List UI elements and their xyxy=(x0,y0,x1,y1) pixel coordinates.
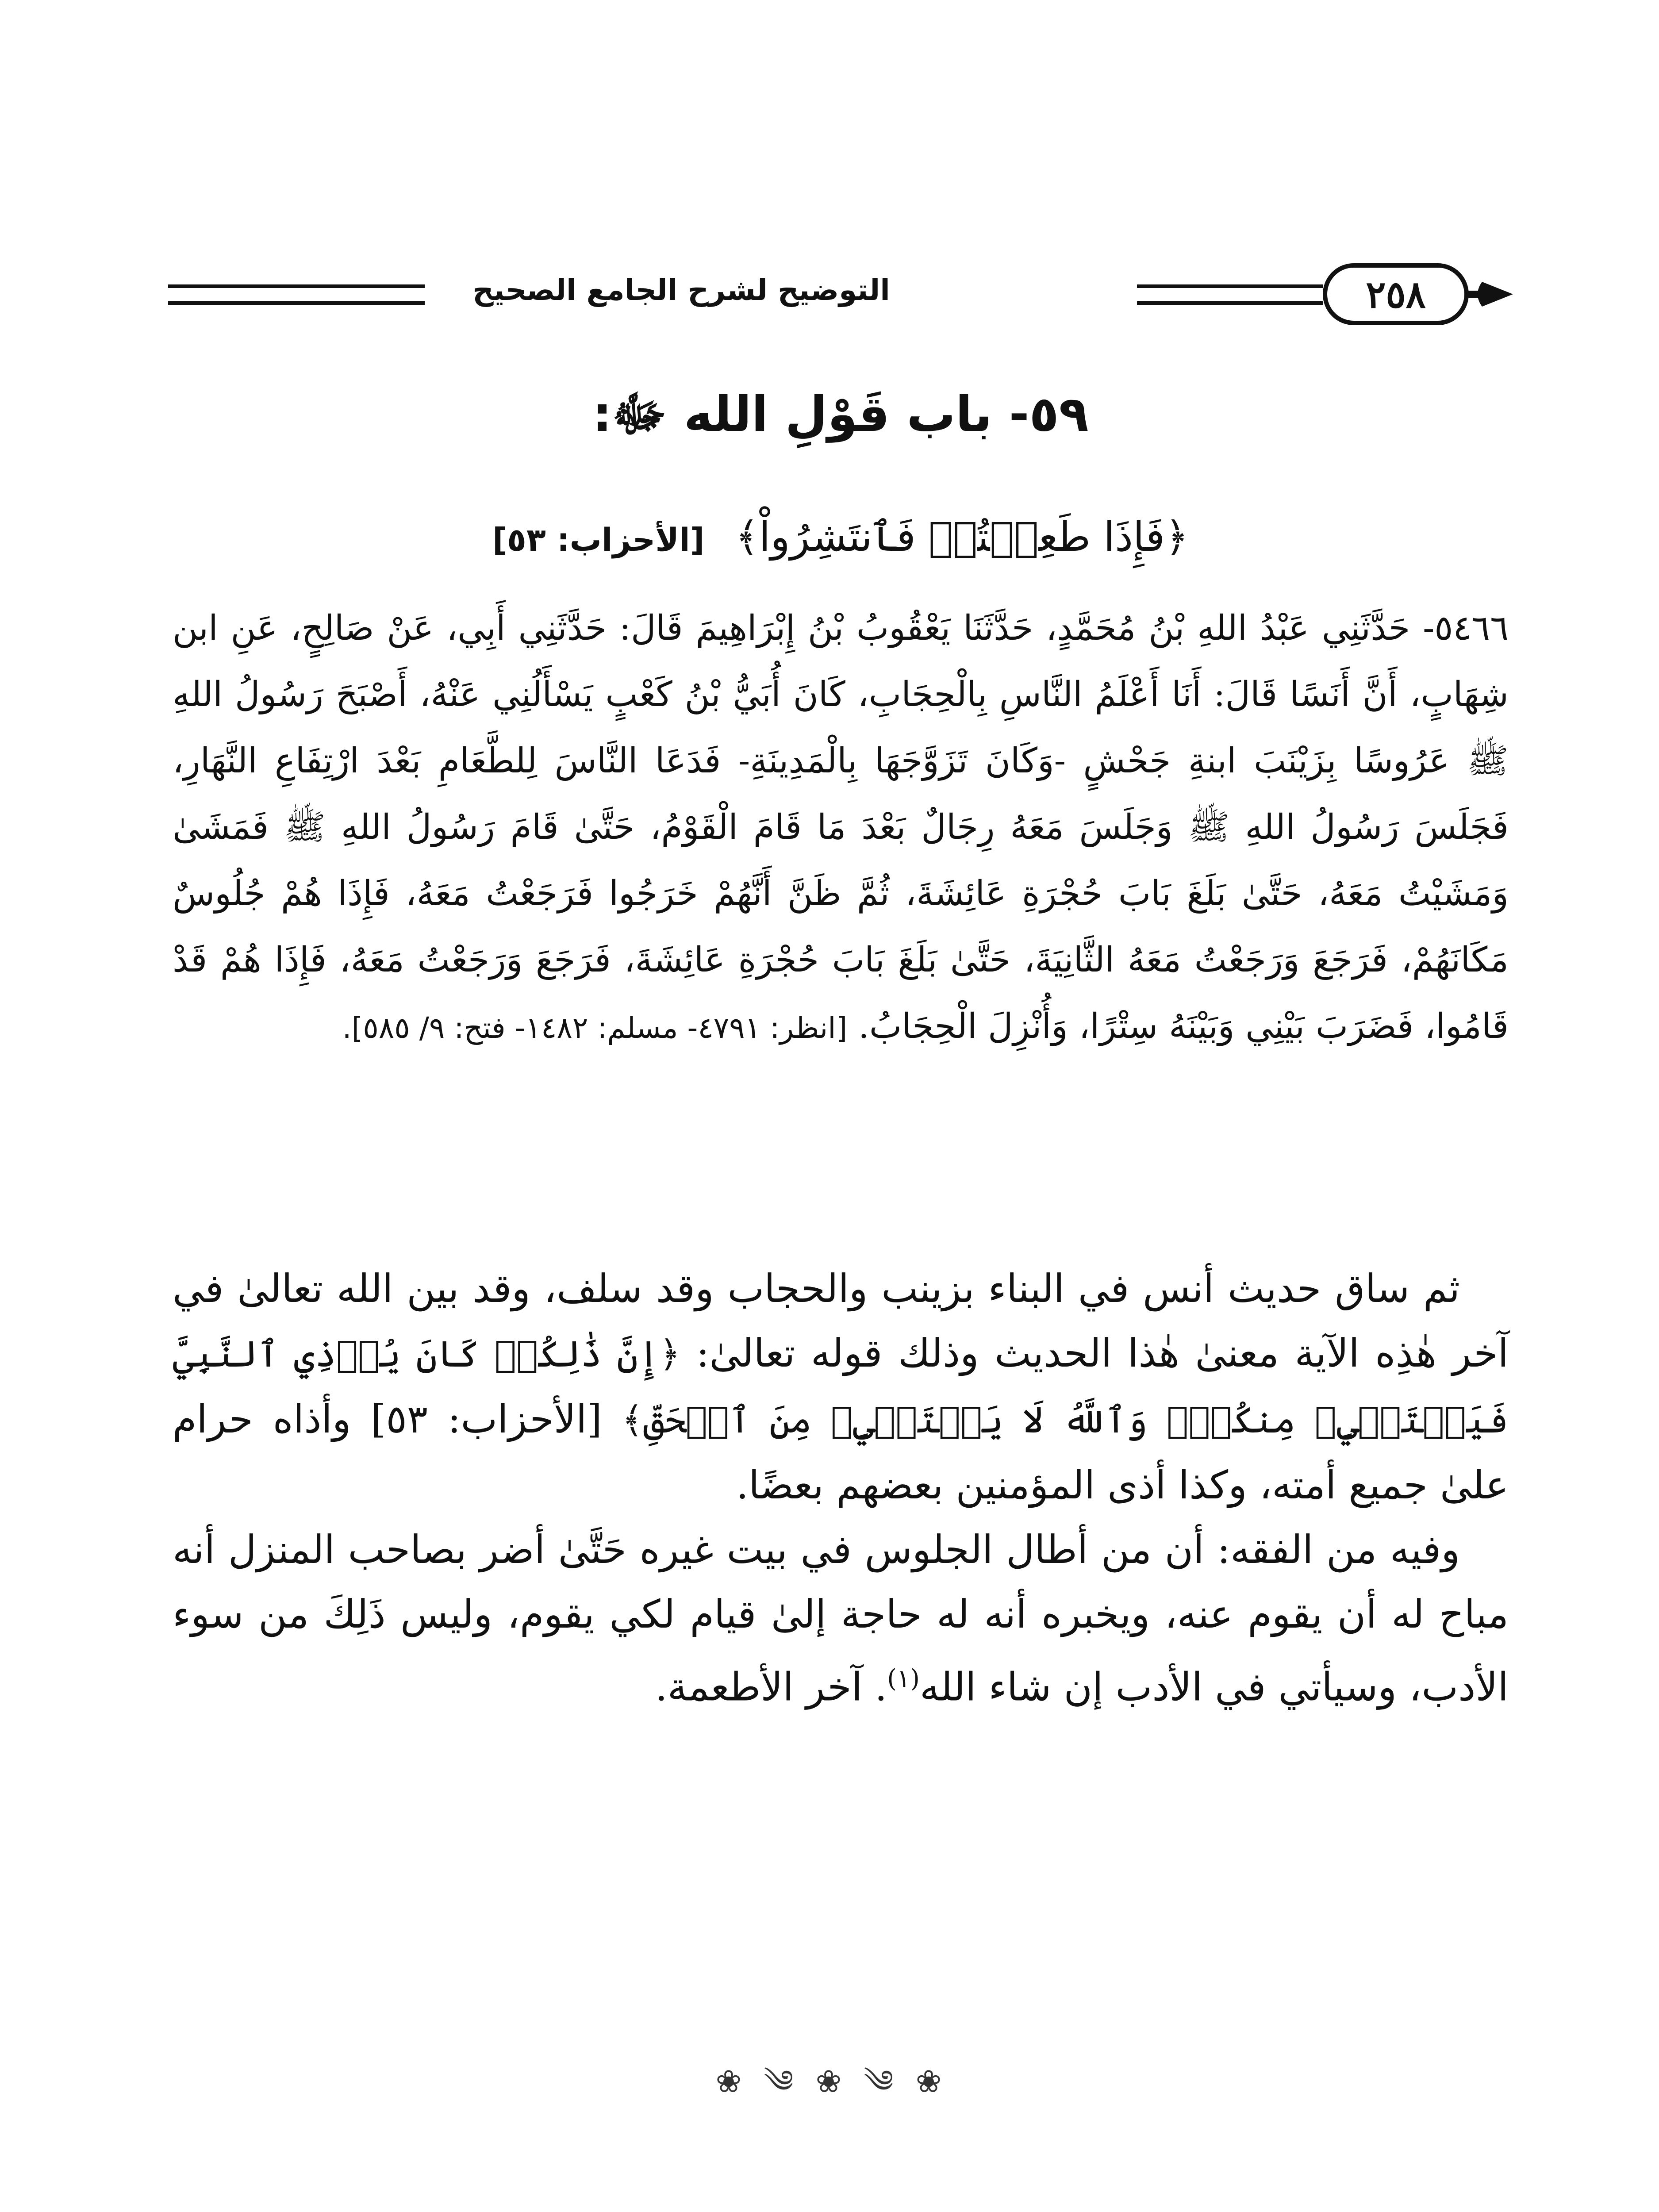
ornament-divider: ❀ ༄ ❀ ༄ ❀ xyxy=(715,2063,948,2100)
header-rule-right-lower xyxy=(1137,301,1323,305)
commentary-p1-verse: ﴿إِنَّ ذَٰلِكُمۡ كَانَ يُؤۡذِي ٱلنَّبِيَّ فَيَسۡتَحۡيِۦ مِنكُمۡۖ وَٱللَّهُ لَا يَسۡتَحۡيِۦ مِنَ ٱلۡحَقِّ﴾ xyxy=(173,1333,1509,1441)
chapter-heading: ٥٩- باب قَوْلِ الله ﷻ: xyxy=(592,386,1089,442)
running-title: التوضيح لشرح الجامع الصحيح xyxy=(472,273,890,307)
commentary-paragraph-1 xyxy=(173,1256,1509,1517)
commentary-p2-body: وفيه من الفقه: أن من أطال الجلوس في بيت غيره حَتَّىٰ أضر بصاحب المنزل أنه مباح له أن يقوم عنه، ويخبره أنه له حاجة إلىٰ قيام لكي يقوم، وليس ذَلِكَ من سوء الأدب، وسيأتي في الأدب إن شاء الله xyxy=(173,1527,1509,1710)
header-rule-right xyxy=(1137,284,1323,288)
commentary-paragraph-2 xyxy=(173,1517,1509,1719)
commentary-p1-intro: ثم ساق حديث أنس في البناء بزينب والحجاب وقد سلف، وقد بين الله تعالىٰ في آخر هٰذِه الآية معنىٰ هٰذا الحديث وذلك قوله تعالىٰ: xyxy=(173,1266,1509,1376)
hadith-text: حَدَّثَنِي عَبْدُ اللهِ بْنُ مُحَمَّدٍ، حَدَّثَنَا يَعْقُوبُ بْنُ إِبْرَاهِيمَ قَالَ: حَدَّثَنِي أَبِي، عَنْ صَالِحٍ، عَنِ ابن شِهَابٍ، أَنَّ أَنَسًا قَالَ: أَنَا أَعْلَمُ النَّاسِ بِالْحِجَابِ، كَانَ أُبَيُّ بْنُ كَعْبٍ يَسْأَلُنِي عَنْهُ، أَصْبَحَ رَسُولُ اللهِ ﷺ عَرُوسًا بِزَيْنَبَ ابنةِ جَحْشٍ -وَكَانَ تَزَوَّجَهَا بِالْمَدِينَةِ- فَدَعَا النَّاسَ لِلطَّعَامِ بَعْدَ ارْتِفَاعِ النَّهَارِ، فَجَلَسَ رَسُولُ اللهِ ﷺ وَجَلَسَ مَعَهُ رِجَالٌ بَعْدَ مَا قَامَ الْقَوْمُ، حَتَّىٰ قَامَ رَسُولُ اللهِ ﷺ فَمَشَىٰ وَمَشَيْتُ مَعَهُ، حَتَّىٰ بَلَغَ بَابَ حُجْرَةِ عَائِشَةَ، ثُمَّ ظَنَّ أَنَّهُمْ خَرَجُوا فَرَجَعْتُ مَعَهُ، فَإِذَا هُمْ جُلُوسٌ مَكَانَهُمْ، فَرَجَعَ وَرَجَعْتُ مَعَهُ الثَّانِيَةَ، حَتَّىٰ بَلَغَ بَابَ حُجْرَةِ عَائِشَةَ، فَرَجَعَ وَرَجَعْتُ مَعَهُ، فَإِذَا هُمْ قَدْ قَامُوا، فَضَرَبَ بَيْنِي وَبَيْنَهُ سِتْرًا، وَأُنْزِلَ الْحِجَابُ. xyxy=(173,608,1509,1046)
chapter-verse: ﴿فَإِذَا طَعِمۡتُمۡ فَٱنتَشِرُواْ﴾ xyxy=(735,513,1189,561)
commentary-p1-ref: [الأحزاب: ٥٣] xyxy=(371,1396,602,1442)
header-rule-left-lower xyxy=(168,301,425,305)
chapter-verse-ref: [الأحزاب: ٥٣] xyxy=(492,521,705,558)
commentary-p1-end: وأذاه حرام علىٰ جميع أمته، وكذا أذى المؤمنين بعضهم بعضًا. xyxy=(173,1396,1509,1508)
header-rule-left xyxy=(168,284,425,288)
hadith-refs: [انظر: ٤٧٩١- مسلم: ١٤٨٢- فتح: ٩/ ٥٨٥]. xyxy=(342,1011,848,1045)
commentary xyxy=(173,1256,1509,1719)
hadith-block xyxy=(173,595,1509,1061)
page-badge-arrow-icon xyxy=(1464,278,1513,310)
chapter-verse-line xyxy=(168,513,1513,561)
commentary-p2-end: . آخر الأطعمة. xyxy=(655,1664,887,1710)
footnote-ref-1[interactable]: (١) xyxy=(887,1664,920,1693)
hadith-number: ٥٤٦٦- xyxy=(1423,608,1509,648)
running-header xyxy=(168,250,1513,338)
page-number: ٢٥٨ xyxy=(1323,263,1469,325)
